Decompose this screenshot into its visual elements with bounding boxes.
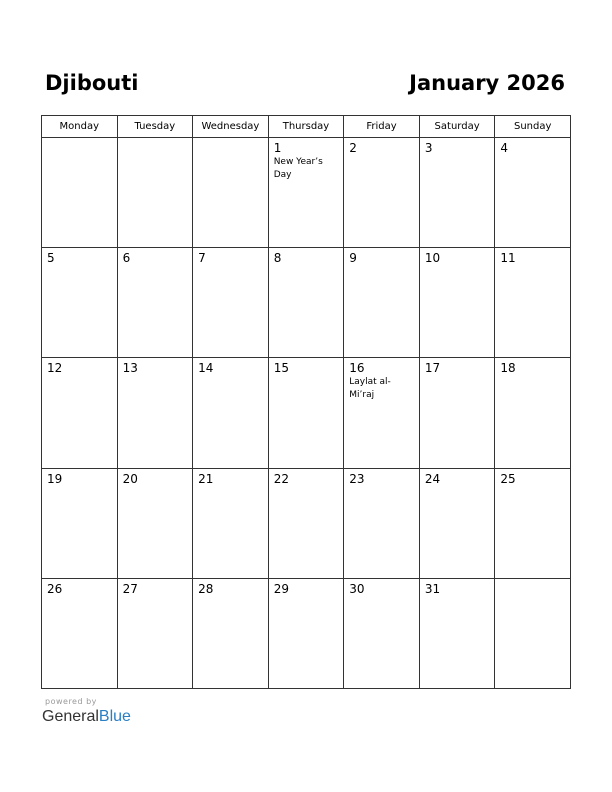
day-cell	[419, 138, 495, 248]
day-cell	[42, 578, 118, 688]
day-cell	[268, 358, 344, 468]
logo-blue-text: Blue	[98, 708, 131, 725]
day-number: 15	[273, 361, 289, 376]
day-cell	[419, 358, 495, 468]
day-cell	[117, 358, 193, 468]
day-number: 24	[424, 471, 441, 486]
day-cell	[117, 248, 193, 358]
day-number: 30	[349, 581, 365, 596]
day-number: 20	[122, 471, 138, 486]
day-cell	[495, 358, 571, 468]
day-cell	[42, 248, 118, 358]
day-cell	[344, 138, 420, 248]
weekday-header: Thursday	[268, 116, 344, 138]
generalblue-logo	[42, 708, 131, 726]
day-cell	[344, 248, 420, 358]
day-number: 23	[349, 471, 365, 486]
day-cell	[117, 138, 193, 248]
day-cell	[193, 358, 269, 468]
day-number: 19	[47, 471, 63, 486]
day-cell	[495, 468, 571, 578]
day-cell	[117, 578, 193, 688]
week-row	[42, 138, 571, 248]
day-cell	[193, 468, 269, 578]
week-row	[42, 358, 571, 468]
month-year-title: January 2026	[409, 71, 565, 95]
day-number: 25	[500, 471, 516, 486]
day-number: 16	[349, 361, 365, 376]
day-number: 6	[122, 251, 131, 266]
day-cell	[42, 138, 118, 248]
day-number: 1	[273, 141, 282, 155]
day-number: 22	[273, 471, 289, 486]
day-cell	[193, 138, 269, 248]
holiday-label: New Year’s Day	[273, 157, 323, 180]
day-cell	[117, 468, 193, 578]
week-row	[42, 468, 571, 578]
day-number: 5	[47, 251, 55, 266]
day-number: 27	[122, 581, 138, 596]
day-number: 7	[198, 251, 206, 266]
weekday-header: Monday	[42, 116, 118, 138]
country-title: Djibouti	[45, 71, 139, 95]
weekday-header: Friday	[344, 116, 420, 138]
day-cell	[419, 578, 495, 688]
day-number: 4	[500, 141, 509, 155]
powered-by-text: powered by	[45, 697, 97, 706]
day-cell	[42, 468, 118, 578]
day-number: 17	[424, 361, 441, 376]
week-row	[42, 248, 571, 358]
holiday-label: Laylat al-Mi’raj	[349, 377, 391, 401]
day-number: 13	[122, 361, 138, 376]
day-cell	[495, 578, 571, 688]
calendar-grid	[41, 115, 571, 689]
day-number: 26	[47, 581, 63, 596]
day-cell	[344, 468, 420, 578]
day-number: 29	[273, 581, 289, 596]
day-cell	[268, 248, 344, 358]
day-cell	[495, 138, 571, 248]
logo-general-text: General	[42, 708, 99, 725]
day-number: 31	[424, 581, 441, 596]
day-number: 3	[424, 141, 433, 155]
day-number: 2	[349, 141, 357, 155]
weekday-header: Wednesday	[193, 116, 269, 138]
day-number: 21	[198, 471, 214, 486]
day-number: 28	[198, 581, 214, 596]
day-number: 9	[349, 251, 357, 266]
weekday-header: Sunday	[495, 116, 571, 138]
day-cell	[268, 578, 344, 688]
day-cell	[344, 358, 420, 468]
day-cell	[193, 578, 269, 688]
day-cell	[193, 248, 269, 358]
weekday-header: Tuesday	[117, 116, 193, 138]
day-cell	[419, 468, 495, 578]
day-number: 18	[500, 361, 516, 376]
day-number: 11	[500, 251, 516, 266]
day-number: 14	[198, 361, 214, 376]
day-number: 12	[47, 361, 63, 376]
day-number: 8	[273, 251, 282, 266]
calendar-body	[42, 138, 571, 689]
day-cell	[42, 358, 118, 468]
weekday-header: Saturday	[419, 116, 495, 138]
weekday-header-row	[42, 116, 571, 138]
day-cell	[268, 468, 344, 578]
week-row	[42, 578, 571, 688]
day-cell	[344, 578, 420, 688]
day-number: 10	[424, 251, 441, 266]
day-cell	[495, 248, 571, 358]
day-cell	[419, 248, 495, 358]
day-cell	[268, 138, 344, 248]
